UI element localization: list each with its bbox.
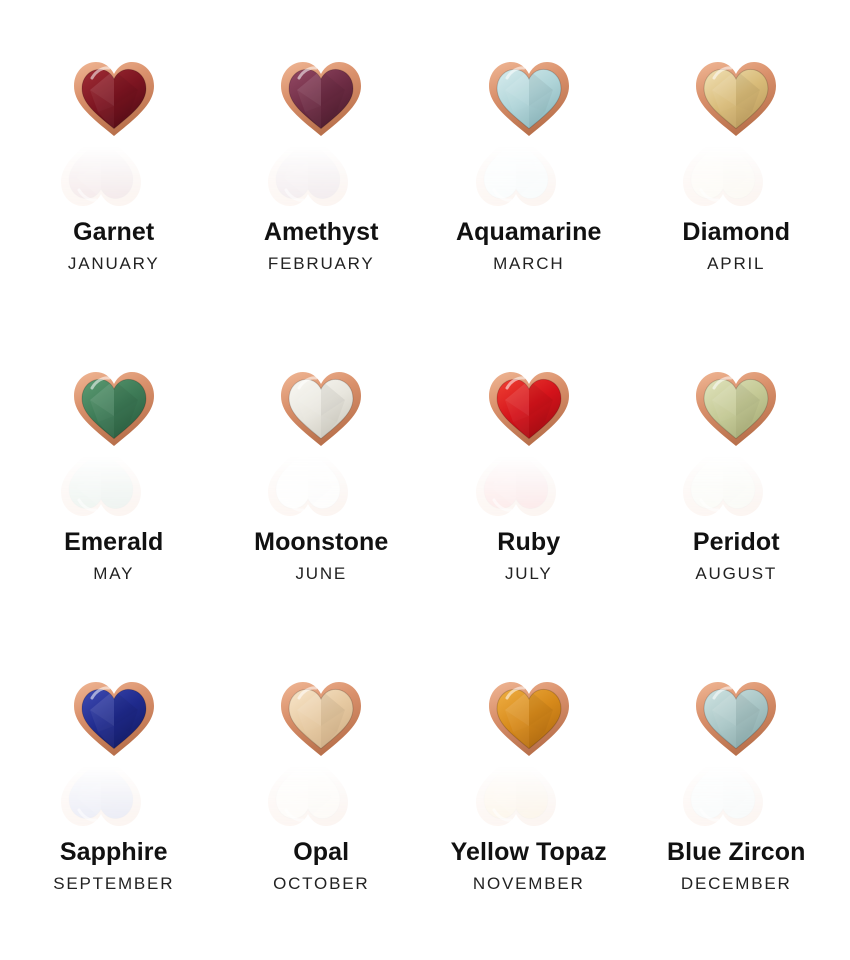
gem-labels <box>456 218 601 274</box>
gem-image-wrap <box>681 60 791 212</box>
gem-card[interactable] <box>425 20 633 330</box>
gem-labels <box>254 528 388 584</box>
gem-labels <box>273 838 369 894</box>
gem-labels <box>53 838 174 894</box>
gem-month: FEBRUARY <box>267 253 375 273</box>
heart-reflection <box>681 138 765 208</box>
heart-gem-icon <box>279 370 363 448</box>
gem-labels <box>264 218 379 274</box>
gem-month: OCTOBER <box>273 873 370 893</box>
heart-gem-icon <box>279 680 363 758</box>
gem-labels <box>667 838 806 894</box>
gem-image-wrap <box>681 680 791 832</box>
gem-image-wrap <box>474 680 584 832</box>
gem-name: Blue Zircon <box>666 838 806 866</box>
heart-reflection <box>681 758 765 828</box>
heart-reflection <box>474 138 558 208</box>
gem-image-wrap <box>59 680 169 832</box>
heart-reflection <box>474 448 558 518</box>
heart-gem-icon <box>487 680 571 758</box>
gem-card[interactable] <box>218 330 426 640</box>
gem-name: Ruby <box>497 528 561 556</box>
gem-card[interactable] <box>633 330 841 640</box>
gem-month: DECEMBER <box>680 873 792 893</box>
gem-labels <box>64 528 163 584</box>
heart-gem-icon <box>487 60 571 138</box>
gem-labels <box>682 218 790 274</box>
gem-card[interactable] <box>425 640 633 950</box>
gem-name: Aquamarine <box>456 218 602 246</box>
gem-card[interactable] <box>218 20 426 330</box>
gem-card[interactable] <box>633 20 841 330</box>
heart-reflection <box>59 758 143 828</box>
heart-gem-icon <box>487 370 571 448</box>
gem-card[interactable] <box>425 330 633 640</box>
gem-labels <box>497 528 560 584</box>
gem-month: NOVEMBER <box>472 873 585 893</box>
heart-gem-icon <box>694 370 778 448</box>
gem-card[interactable] <box>633 640 841 950</box>
heart-reflection <box>681 448 765 518</box>
gem-image-wrap <box>59 370 169 522</box>
gem-image-wrap <box>59 60 169 212</box>
gem-month: SEPTEMBER <box>53 873 175 893</box>
gem-name: Opal <box>293 838 350 866</box>
gem-card[interactable] <box>218 640 426 950</box>
gem-name: Moonstone <box>254 528 389 556</box>
heart-gem-icon <box>694 60 778 138</box>
heart-gem-icon <box>694 680 778 758</box>
heart-gem-icon <box>72 370 156 448</box>
gem-image-wrap <box>474 370 584 522</box>
gem-image-wrap <box>266 680 376 832</box>
gem-image-wrap <box>266 60 376 212</box>
heart-reflection <box>266 448 350 518</box>
gem-name: Sapphire <box>59 838 168 866</box>
gem-month: JANUARY <box>67 253 160 273</box>
heart-reflection <box>59 138 143 208</box>
gem-month: MARCH <box>493 253 565 273</box>
heart-reflection <box>266 758 350 828</box>
gem-name: Diamond <box>682 218 791 246</box>
heart-reflection <box>474 758 558 828</box>
gem-month: JULY <box>504 563 553 583</box>
gem-month: APRIL <box>707 253 766 273</box>
heart-gem-icon <box>279 60 363 138</box>
gem-name: Yellow Topaz <box>450 838 607 866</box>
gem-labels <box>68 218 160 274</box>
gem-image-wrap <box>474 60 584 212</box>
gem-image-wrap <box>681 370 791 522</box>
gem-name: Peridot <box>692 528 780 556</box>
gem-labels <box>451 838 607 894</box>
gem-card[interactable] <box>10 330 218 640</box>
gem-month: MAY <box>93 563 135 583</box>
heart-gem-icon <box>72 680 156 758</box>
gem-card[interactable] <box>10 640 218 950</box>
gem-labels <box>693 528 780 584</box>
gem-month: AUGUST <box>695 563 778 583</box>
gem-card[interactable] <box>10 20 218 330</box>
heart-reflection <box>266 138 350 208</box>
heart-reflection <box>59 448 143 518</box>
gem-name: Emerald <box>64 528 164 556</box>
heart-gem-icon <box>72 60 156 138</box>
gem-image-wrap <box>266 370 376 522</box>
gem-name: Amethyst <box>263 218 379 246</box>
gem-name: Garnet <box>73 218 155 246</box>
gem-month: JUNE <box>295 563 348 583</box>
